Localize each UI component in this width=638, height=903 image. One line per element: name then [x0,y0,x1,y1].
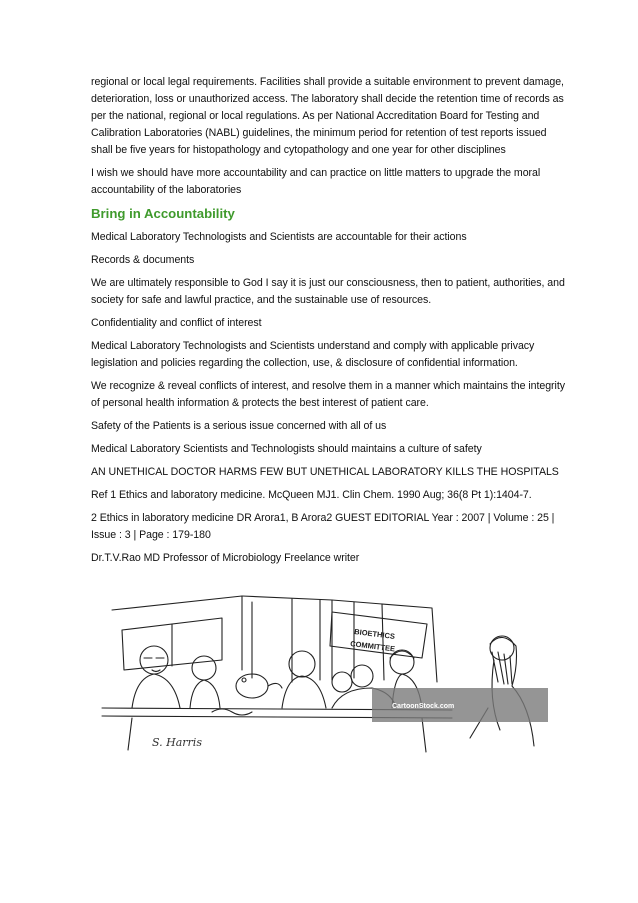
reference-2: 2 Ethics in laboratory medicine DR Arora1, B Arora2 GUEST EDITORIAL Year : 2007 | Volume : 25 | Issue : 3 | Page : 179-180 [91,512,555,541]
door-sign-line1: BIOETHICS [353,627,396,641]
door-sign-line2: COMMITTEE [349,639,396,654]
paragraph-accountable-actions: Medical Laboratory Technologists and Scientists are accountable for their actions [91,231,467,243]
paragraph-privacy: Medical Laboratory Technologists and Scientists understand and comply with applicable privacy legislation and policies regarding the collection, use, & disclosure of confidential information. [91,340,535,369]
paragraph-records: Records & documents [91,254,195,266]
paragraph-conflicts: We recognize & reveal conflicts of interest, and resolve them in a manner which maintains the integrity of personal health information & protects the best interest of patient care. [91,380,565,409]
author-line: Dr.T.V.Rao MD Professor of Microbiology Freelance writer [91,552,360,564]
watermark-text: CartoonStock.com [392,703,455,710]
paragraph-confidentiality-title: Confidentiality and conflict of interest [91,317,262,329]
paragraph-accountability-wish: I wish we should have more accountability and can practice on little matters to upgrade the moral accountability of the laboratories [91,167,541,196]
paragraph-culture-of-safety: Medical Laboratory Scientists and Technologists should maintains a culture of safety [91,443,482,455]
paragraph-safety: Safety of the Patients is a serious issue concerned with all of us [91,420,387,432]
artist-signature: S. Harris [152,736,202,749]
section-heading: Bring in Accountability [91,206,235,221]
paragraph-responsibility: We are ultimately responsible to God I say it is just our consciousness, then to patient, authorities, and society for safe and lawful practice, and the sustainable use of resources. [91,277,565,306]
paragraph-retention: regional or local legal requirements. Facilities shall provide a suitable environment to prevent damage, deterioration, loss or unauthorized access. The laboratory shall decide the retention time of records as per the national, regional or local regulations. As per National Accreditation Board for Testing and Calibration Laboratories (NABL) guidelines, the minimum period for retention of test reports issued shall be five years for histopathology and cytopathology and one year for other disciplines [91,76,564,156]
bioethics-committee-cartoon [92,590,552,762]
document-body [91,74,569,573]
reference-1: Ref 1 Ethics and laboratory medicine. McQueen MJ1. Clin Chem. 1990 Aug; 36(8 Pt 1):1404-7. [91,489,532,501]
paragraph-unethical-slogan: AN UNETHICAL DOCTOR HARMS FEW BUT UNETHICAL LABORATORY KILLS THE HOSPITALS [91,466,559,478]
